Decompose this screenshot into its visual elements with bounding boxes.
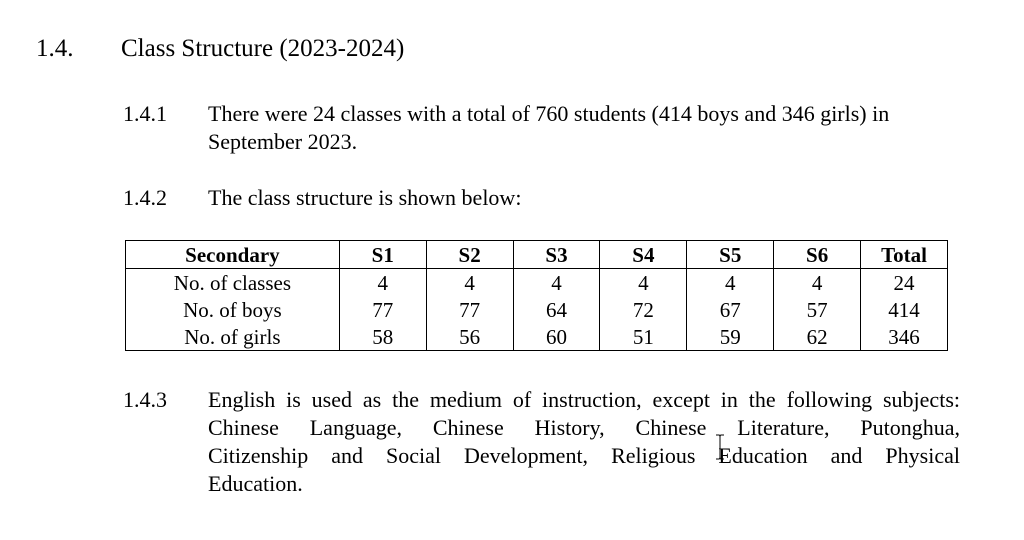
table-cell: 414 — [861, 296, 948, 323]
class-structure-table — [125, 240, 948, 351]
text-cursor-icon — [715, 434, 725, 460]
item-number-1-4-2: 1.4.2 — [123, 185, 167, 210]
section-title: Class Structure (2023-2024) — [121, 35, 405, 62]
item-text-1-4-3 — [208, 386, 960, 498]
section-number: 1.4. — [36, 35, 74, 62]
table-cell: 77 — [426, 296, 513, 323]
table-cell: 56 — [426, 323, 513, 351]
table-cell: 60 — [513, 323, 600, 351]
table-header-cell: S4 — [600, 241, 687, 269]
table-header-cell: Secondary — [126, 241, 340, 269]
table-header-cell: Total — [861, 241, 948, 269]
table-cell: 4 — [600, 269, 687, 297]
table-cell: 58 — [339, 323, 426, 351]
item-number-1-4-3: 1.4.3 — [123, 387, 167, 412]
table-cell: 57 — [774, 296, 861, 323]
table-cell: 77 — [339, 296, 426, 323]
table-cell: 51 — [600, 323, 687, 351]
table-header-cell: S6 — [774, 241, 861, 269]
table-cell: 59 — [687, 323, 774, 351]
table-row-label: No. of boys — [126, 296, 340, 323]
table-cell: 4 — [426, 269, 513, 297]
table-cell: 4 — [513, 269, 600, 297]
table-row — [126, 269, 948, 297]
item-1-line-1: There were 24 classes with a total of 760 students (414 boys and 346 girls) in — [208, 101, 890, 126]
table-cell: 72 — [600, 296, 687, 323]
table-header-cell: S3 — [513, 241, 600, 269]
table-row — [126, 323, 948, 351]
item-3-line-4: Education. — [208, 471, 303, 496]
item-1-line-2: September 2023. — [208, 129, 358, 154]
table-cell: 67 — [687, 296, 774, 323]
item-3-line-3: Citizenship and Social Development, Religious Education and Physical — [208, 443, 960, 468]
table-row-label: No. of girls — [126, 323, 340, 351]
item-text-1-4-1 — [208, 100, 960, 156]
table-cell: 4 — [339, 269, 426, 297]
table-cell: 64 — [513, 296, 600, 323]
table-cell: 346 — [861, 323, 948, 351]
table-row — [126, 296, 948, 323]
table-header-cell: S1 — [339, 241, 426, 269]
table-cell: 62 — [774, 323, 861, 351]
item-3-line-1: English is used as the medium of instruction, except in the following subjects: — [208, 387, 960, 412]
table-row-label: No. of classes — [126, 269, 340, 297]
table-header-row — [126, 241, 948, 269]
table-header-cell: S2 — [426, 241, 513, 269]
item-number-1-4-1: 1.4.1 — [123, 101, 167, 126]
table-cell: 24 — [861, 269, 948, 297]
table-cell: 4 — [687, 269, 774, 297]
item-3-line-2: Chinese Language, Chinese History, Chinese Literature, Putonghua, — [208, 415, 960, 440]
table-header-cell: S5 — [687, 241, 774, 269]
table-cell: 4 — [774, 269, 861, 297]
item-text-1-4-2: The class structure is shown below: — [208, 185, 522, 210]
